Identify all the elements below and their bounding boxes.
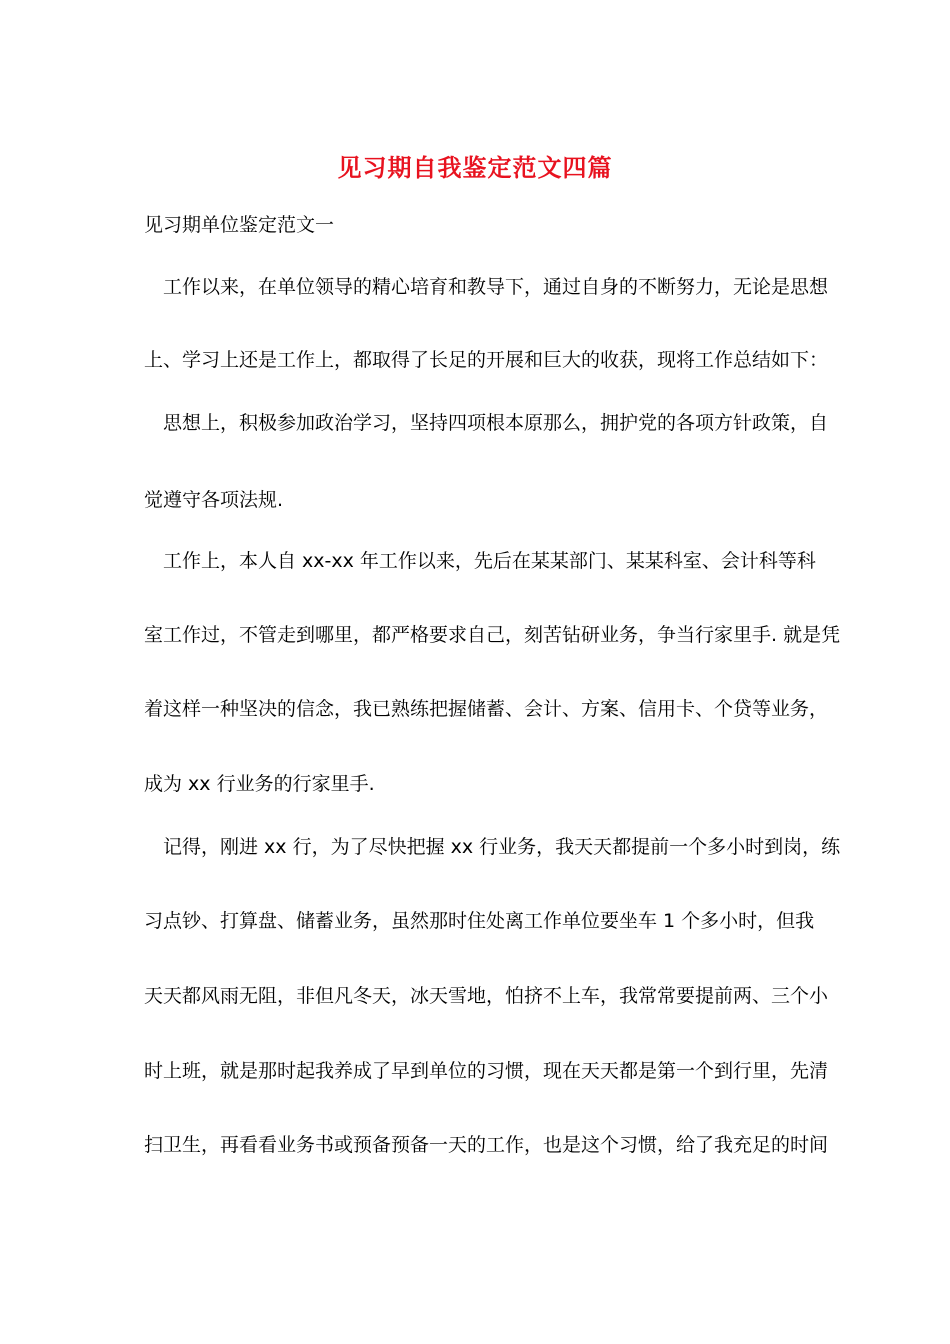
paragraph-line: 室工作过，不管走到哪里，都严格要求自己，刻苦钻研业务，争当行家里手. 就是凭: [144, 624, 841, 646]
paragraph-line: 着这样一种坚决的信念，我已熟练把握储蓄、会计、方案、信用卡、个贷等业务，: [144, 698, 829, 720]
paragraph-line: 工作上，本人自 xx-xx 年工作以来，先后在某某部门、某某科室、会计科等科: [163, 550, 816, 572]
paragraph-line: 成为 xx 行业务的行家里手.: [144, 773, 375, 795]
paragraph-line: 习点钞、打算盘、储蓄业务，虽然那时住处离工作单位要坐车 1 个多小时，但我: [144, 910, 815, 932]
paragraph-line: 扫卫生，再看看业务书或预备预备一天的工作，也是这个习惯，给了我充足的时间: [144, 1134, 829, 1156]
paragraph-line: 觉遵守各项法规.: [144, 489, 284, 511]
paragraph-line: 记得，刚进 xx 行，为了尽快把握 xx 行业务，我天天都提前一个多小时到岗，练: [163, 836, 841, 858]
paragraph-line: 时上班，就是那时起我养成了早到单位的习惯，现在天天都是第一个到行里，先清: [144, 1060, 829, 1082]
paragraph-line: 天天都风雨无阻，非但凡冬天，冰天雪地，怕挤不上车，我常常要提前两、三个小: [144, 985, 829, 1007]
section-heading: 见习期单位鉴定范文一: [144, 214, 335, 236]
paragraph-line: 工作以来，在单位领导的精心培育和教导下，通过自身的不断努力，无论是思想: [163, 276, 829, 298]
paragraph-line: 思想上，积极参加政治学习，坚持四项根本原那么，拥护党的各项方针政策，自: [163, 412, 829, 434]
document-title: 见习期自我鉴定范文四篇: [337, 153, 613, 182]
paragraph-line: 上、学习上还是工作上，都取得了长足的开展和巨大的收获，现将工作总结如下：: [144, 349, 829, 371]
